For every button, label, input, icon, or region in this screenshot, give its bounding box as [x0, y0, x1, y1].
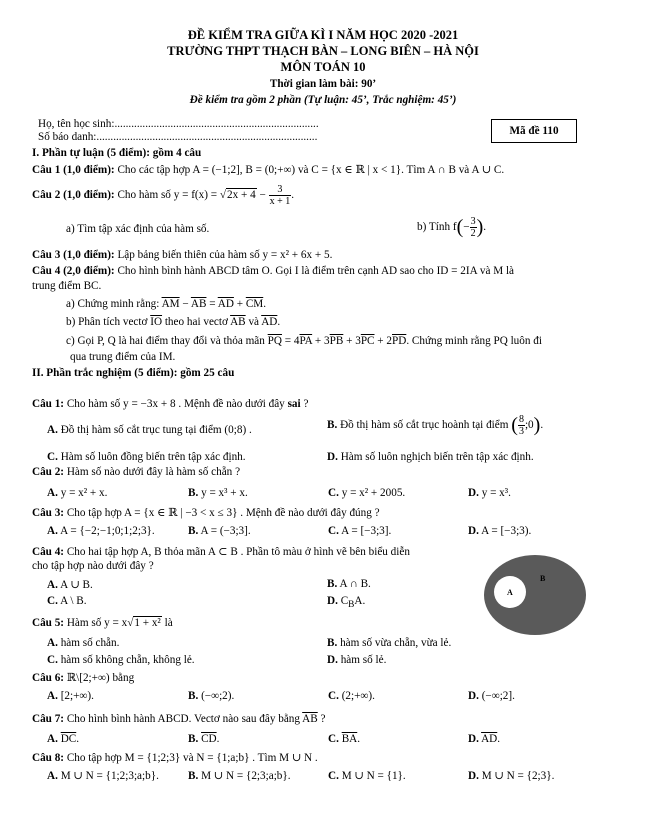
- p2-q7-option-c[interactable]: C. $\overline{BA}$.: [328, 733, 361, 745]
- vector-ad: $\overline{AD}$: [481, 733, 498, 745]
- p2-q2-option-d[interactable]: [468, 487, 511, 499]
- option-letter: C.: [328, 690, 339, 702]
- vector-ba: $\overline{BA}$: [341, 733, 358, 745]
- p2-q7-text: Cho hình bình hành ABCD. Vectơ nào sau đây bằng: [66, 713, 303, 725]
- exam-structure: Đề kiểm tra gồm 2 phần (Tự luận: 45’, Trắc nghiệm: 45’): [189, 94, 457, 106]
- op: + 3: [343, 335, 361, 347]
- option-text: M ∪ N = {2;3;a;b}.: [201, 770, 291, 782]
- p2-q2-option-c[interactable]: [328, 487, 405, 499]
- p1-q2b-text: b) Tính f: [417, 221, 457, 234]
- option-text: A = [−3;3).: [481, 525, 532, 537]
- p2-q4-option-d[interactable]: [327, 595, 365, 610]
- frac-num: 8: [518, 414, 524, 425]
- p1-q4c: [66, 335, 542, 347]
- vector-pc: $\overline{PC}$: [360, 335, 375, 347]
- p2-q6-text: ℝ\[2;+∞) bằng: [66, 672, 135, 684]
- p2-q3-label: Câu 3:: [32, 507, 65, 519]
- p2-q7-option-b[interactable]: B. $\overline{CD}$.: [188, 733, 220, 745]
- option-letter: A.: [47, 733, 58, 745]
- exam-code-box: Mã đề 110: [491, 119, 577, 143]
- vector-pq: $\overline{PQ}$: [267, 335, 282, 347]
- p1-q1-label: Câu 1 (1,0 điểm):: [32, 164, 115, 176]
- p2-question-5: Câu 5: Hàm số y = x√1 + x² là: [32, 617, 173, 629]
- p1-q2-end: .: [291, 189, 295, 202]
- p2-q1-option-c[interactable]: [47, 451, 246, 463]
- option-text: Đồ thị hàm số cắt trục tung tại điểm (0;8) .: [60, 424, 252, 436]
- p2-q7-option-a[interactable]: A. $\overline{DC}$.: [47, 733, 80, 745]
- op: −: [179, 298, 191, 310]
- option-letter: C.: [328, 525, 339, 537]
- option-text: ;0: [524, 419, 534, 432]
- vector-ab: $\overline{AB}$: [302, 713, 318, 725]
- p1-q2b-den: 2: [470, 228, 476, 239]
- p2-q2-text: Hàm số nào dưới đây là hàm số chẵn ?: [66, 466, 241, 478]
- p1-q4c-end: . Chứng minh rằng PQ luôn đi: [406, 335, 542, 347]
- option-text: A = {−2;−1;0;1;2;3}.: [60, 525, 155, 537]
- op: .: [263, 298, 267, 310]
- p1-q2-frac-num: 3: [269, 184, 292, 196]
- p1-q4b-and: và: [245, 316, 262, 328]
- option-text: M ∪ N = {1}.: [341, 770, 406, 782]
- exam-time: Thời gian làm bài: 90’: [269, 78, 377, 90]
- option-letter: D.: [468, 690, 479, 702]
- p1-q4a-text: a) Chứng minh rằng:: [66, 298, 162, 310]
- p2-q6-option-a[interactable]: [47, 690, 94, 702]
- p2-q8-text: Cho tập hợp M = {1;2;3} và N = {1;a;b} . Tìm M ∪ N .: [66, 752, 318, 764]
- p1-question-4: [32, 265, 514, 277]
- p1-q4a: [66, 298, 266, 310]
- option-text: (2;+∞).: [341, 690, 375, 702]
- p2-q1b-fraction: [518, 414, 525, 437]
- p2-q1-option-d[interactable]: [327, 451, 534, 463]
- option-letter: A.: [47, 690, 58, 702]
- option-text: [2;+∞).: [60, 690, 94, 702]
- op: + 3: [312, 335, 330, 347]
- p1-q2-fraction: [269, 184, 295, 207]
- option-letter: A.: [47, 770, 58, 782]
- vector-dc: $\overline{DC}$: [60, 733, 77, 745]
- option-letter: B.: [327, 419, 338, 432]
- option-letter: C.: [47, 654, 58, 666]
- option-text: hàm số chẵn.: [60, 637, 120, 649]
- option-letter: D.: [468, 770, 479, 782]
- option-text: (−∞;2).: [201, 690, 235, 702]
- p1-q2-minus: −: [256, 189, 269, 202]
- option-text: hàm số không chẵn, không lẻ.: [60, 654, 195, 666]
- p2-q7-option-d[interactable]: D. $\overline{AD}$.: [468, 733, 501, 745]
- p2-q5-label: Câu 5:: [32, 617, 65, 629]
- p2-q1-option-b[interactable]: B. Đồ thị hàm số cắt trục hoành tại điểm ( $\frac{8}{3}$ ;0).: [327, 414, 544, 437]
- p1-q2-text: Cho hàm số y = f(x) =: [117, 189, 218, 202]
- p2-q5-text-post: là: [161, 617, 173, 629]
- op: =: [206, 298, 218, 310]
- part1-title: I. Phần tự luận (5 điểm): gồm 4 câu: [32, 147, 202, 159]
- p2-q6-option-c[interactable]: [328, 690, 375, 702]
- option-letter: C.: [47, 595, 58, 607]
- p2-q7-qmark: ?: [317, 713, 326, 725]
- p2-question-3: [32, 506, 380, 519]
- p2-q2-label: Câu 2:: [32, 466, 65, 478]
- option-letter: B.: [188, 525, 199, 537]
- p2-q1-qmark: ?: [300, 398, 309, 410]
- p2-q5-option-c[interactable]: [47, 654, 195, 666]
- exam-title: ĐỀ KIỂM TRA GIỮA KÌ I NĂM HỌC 2020 -2021: [187, 28, 459, 42]
- vector-ab: $\overline{AB}$: [190, 298, 207, 310]
- venn-diagram: [483, 554, 587, 636]
- student-id-field: Số báo danh:...............................................................................: [38, 131, 318, 143]
- school-name: TRƯỜNG THPT THẠCH BÀN – LONG BIÊN – HÀ NỘI: [167, 44, 479, 58]
- p1-q1-text: Cho các tập hợp A = (−1;2], B = (0;+∞) và C = {x ∈ ℝ | x < 1}. Tìm A ∩ B và A ∪ C.: [117, 164, 505, 176]
- p1-q4b-end: .: [277, 316, 281, 328]
- p2-q8-option-b[interactable]: [188, 769, 291, 782]
- p1-q2b-fraction: [470, 216, 477, 239]
- option-text: y = x² + 2005.: [341, 487, 406, 499]
- option-letter: B.: [188, 690, 199, 702]
- p1-q4c-text: c) Gọi P, Q là hai điểm thay đổi và thỏa mãn: [66, 335, 268, 347]
- vector-pb: $\overline{PB}$: [329, 335, 344, 347]
- p1-q4b-mid: theo hai vectơ: [162, 316, 231, 328]
- p2-question-1: [32, 398, 308, 410]
- p2-q3-option-c[interactable]: [328, 525, 391, 537]
- p2-q5-option-b[interactable]: [327, 637, 451, 649]
- p2-q7-label: Câu 7:: [32, 713, 65, 725]
- p2-q4-option-a[interactable]: [47, 578, 93, 591]
- p2-q1-text: Cho hàm số y = −3x + 8 . Mệnh đề nào dưới đây: [66, 398, 288, 410]
- p2-q3-option-d[interactable]: [468, 525, 531, 537]
- p1-question-1: [32, 163, 504, 176]
- p1-q2b: b) Tính f(− $\frac{3}{2}$ ).: [417, 216, 487, 239]
- p2-q8-label: Câu 8:: [32, 752, 65, 764]
- p2-q2-option-a[interactable]: [47, 487, 107, 499]
- option-letter: B.: [188, 733, 199, 745]
- p2-question-4: [32, 545, 410, 558]
- p2-q1-sai: sai: [287, 398, 301, 410]
- vector-ad: $\overline{AD}$: [217, 298, 234, 310]
- p2-q4-option-c[interactable]: [47, 595, 87, 607]
- option-letter: A.: [47, 637, 58, 649]
- option-text: A \ B.: [60, 595, 87, 607]
- p1-q4b: [66, 316, 280, 328]
- option-letter: C.: [328, 770, 339, 782]
- vector-cm: $\overline{CM}$: [245, 298, 264, 310]
- frac-den: 3: [518, 426, 524, 437]
- p2-q8-option-c[interactable]: [328, 769, 406, 782]
- p2-q5-sqrt: 1 + x²: [134, 617, 161, 629]
- option-letter: D.: [327, 595, 338, 607]
- p1-q2-sqrt: 2x + 4: [227, 189, 256, 202]
- option-text: M ∪ N = {2;3}.: [481, 770, 555, 782]
- p2-q4-text: Cho hai tập hợp A, B thỏa mãn A ⊂ B . Phần tô màu ở hình vẽ bên biểu diễn: [66, 546, 410, 558]
- option-letter: D.: [327, 451, 338, 463]
- p2-q1-option-a[interactable]: [47, 424, 252, 436]
- vector-pd: $\overline{PD}$: [392, 335, 407, 347]
- p1-q4b-text: b) Phân tích vectơ: [66, 316, 151, 328]
- option-letter: B.: [327, 637, 338, 649]
- option-letter: A.: [47, 579, 58, 591]
- option-letter: D.: [468, 733, 479, 745]
- vector-ab: $\overline{AB}$: [230, 316, 246, 328]
- subject: MÔN TOÁN 10: [280, 60, 366, 74]
- op: + 2: [374, 335, 392, 347]
- vector-pa: $\overline{PA}$: [299, 335, 313, 347]
- option-letter: B.: [327, 578, 338, 590]
- p1-q4-text2: trung điểm BC.: [32, 280, 102, 292]
- p2-q1-label: Câu 1:: [32, 398, 65, 410]
- option-text: y = x³.: [481, 487, 511, 499]
- p2-q4-option-b[interactable]: [327, 578, 371, 590]
- option-text: A = (−3;3].: [200, 525, 251, 537]
- student-name-field: Họ, tên học sinh:.........................................................................: [38, 118, 319, 130]
- option-letter: D.: [468, 525, 479, 537]
- venn-label-a: A: [507, 588, 513, 597]
- op: = 4: [281, 335, 300, 347]
- p1-q3-text: Lập bảng biến thiên của hàm số y = x² + 6x + 5.: [117, 249, 333, 261]
- option-text: C: [340, 595, 349, 607]
- p1-q2-frac-den: x + 1: [269, 196, 291, 207]
- option-letter: B.: [188, 770, 199, 782]
- option-text: hàm số lẻ.: [340, 654, 387, 666]
- p2-q6-option-d[interactable]: [468, 690, 515, 702]
- vector-io: $\overline{IO}$: [150, 316, 163, 328]
- option-letter: A.: [47, 525, 58, 537]
- option-text: hàm số vừa chẵn, vừa lẻ.: [340, 637, 452, 649]
- p2-question-6: [32, 671, 134, 684]
- p2-q4-text2: cho tập hợp nào dưới đây ?: [32, 560, 154, 572]
- option-text: Hàm số luôn nghịch biến trên tập xác định.: [340, 451, 534, 463]
- option-text: A ∪ B.: [60, 579, 93, 591]
- option-letter: D.: [327, 654, 338, 666]
- p2-question-2: [32, 466, 240, 478]
- p2-question-7: [32, 713, 325, 725]
- vector-cd: $\overline{CD}$: [201, 733, 217, 745]
- p2-q3-option-b[interactable]: [188, 525, 251, 537]
- venn-label-b: B: [540, 574, 546, 583]
- p2-q6-option-b[interactable]: [188, 690, 234, 702]
- p1-question-2: Câu 2 (1,0 điểm): Cho hàm số y = f(x) = √2x + 4 − $\frac{3}{x + 1}$ .: [32, 184, 295, 207]
- option-letter: A.: [47, 487, 58, 499]
- option-letter: A.: [47, 424, 58, 436]
- option-letter: D.: [468, 487, 479, 499]
- p1-q4-text: Cho hình bình hành ABCD tâm O. Gọi I là điểm trên cạnh AD sao cho ID = 2IA và M là: [117, 265, 515, 277]
- p1-q2a: a) Tìm tập xác định của hàm số.: [66, 223, 210, 235]
- p2-q4-label: Câu 4:: [32, 546, 65, 558]
- option-text: Đồ thị hàm số cắt trục hoành tại điểm: [340, 419, 509, 432]
- p1-q2b-num: 3: [470, 216, 476, 227]
- option-text: M ∪ N = {1;2;3;a;b}.: [60, 770, 159, 782]
- option-text: Hàm số luôn đồng biến trên tập xác định.: [60, 451, 246, 463]
- p2-q3-option-a[interactable]: [47, 525, 155, 537]
- p2-question-8: [32, 751, 318, 764]
- option-letter: C.: [47, 451, 58, 463]
- p2-q3-text: Cho tập hợp A = {x ∈ ℝ | −3 < x ≤ 3} . Mệnh đề nào dưới đây đúng ?: [66, 507, 380, 519]
- p1-question-3: [32, 249, 332, 261]
- option-text: (−∞;2].: [481, 690, 515, 702]
- p2-q2-option-b[interactable]: [188, 487, 248, 499]
- p1-q3-label: Câu 3 (1,0 điểm):: [32, 249, 115, 261]
- p2-q5-text: Hàm số y = x: [66, 617, 128, 629]
- option-letter: C.: [328, 487, 339, 499]
- option-letter: B.: [188, 487, 199, 499]
- p2-q6-label: Câu 6:: [32, 672, 65, 684]
- option-text: A ∩ B.: [339, 578, 371, 590]
- p1-q4c-text2: qua trung điểm của IM.: [70, 351, 176, 363]
- p2-q8-option-a[interactable]: [47, 769, 159, 782]
- p1-q2-label: Câu 2 (1,0 điểm):: [32, 189, 115, 202]
- option-text: y = x² + x.: [60, 487, 108, 499]
- option-text: y = x³ + x.: [201, 487, 248, 499]
- option-letter: C.: [328, 733, 339, 745]
- p2-q5-option-a[interactable]: [47, 637, 119, 649]
- part2-title: II. Phần trắc nghiệm (5 điểm): gồm 25 câu: [32, 367, 235, 379]
- vector-am: $\overline{AM}$: [161, 298, 180, 310]
- p2-q8-option-d[interactable]: [468, 769, 554, 782]
- option-text: A.: [354, 595, 366, 607]
- option-text: A = [−3;3].: [341, 525, 392, 537]
- p1-q4-label: Câu 4 (2,0 điểm):: [32, 265, 115, 277]
- p2-q5-option-d[interactable]: [327, 654, 386, 666]
- vector-ad: $\overline{AD}$: [261, 316, 278, 328]
- op: +: [233, 298, 246, 310]
- option-sub: B: [348, 600, 355, 611]
